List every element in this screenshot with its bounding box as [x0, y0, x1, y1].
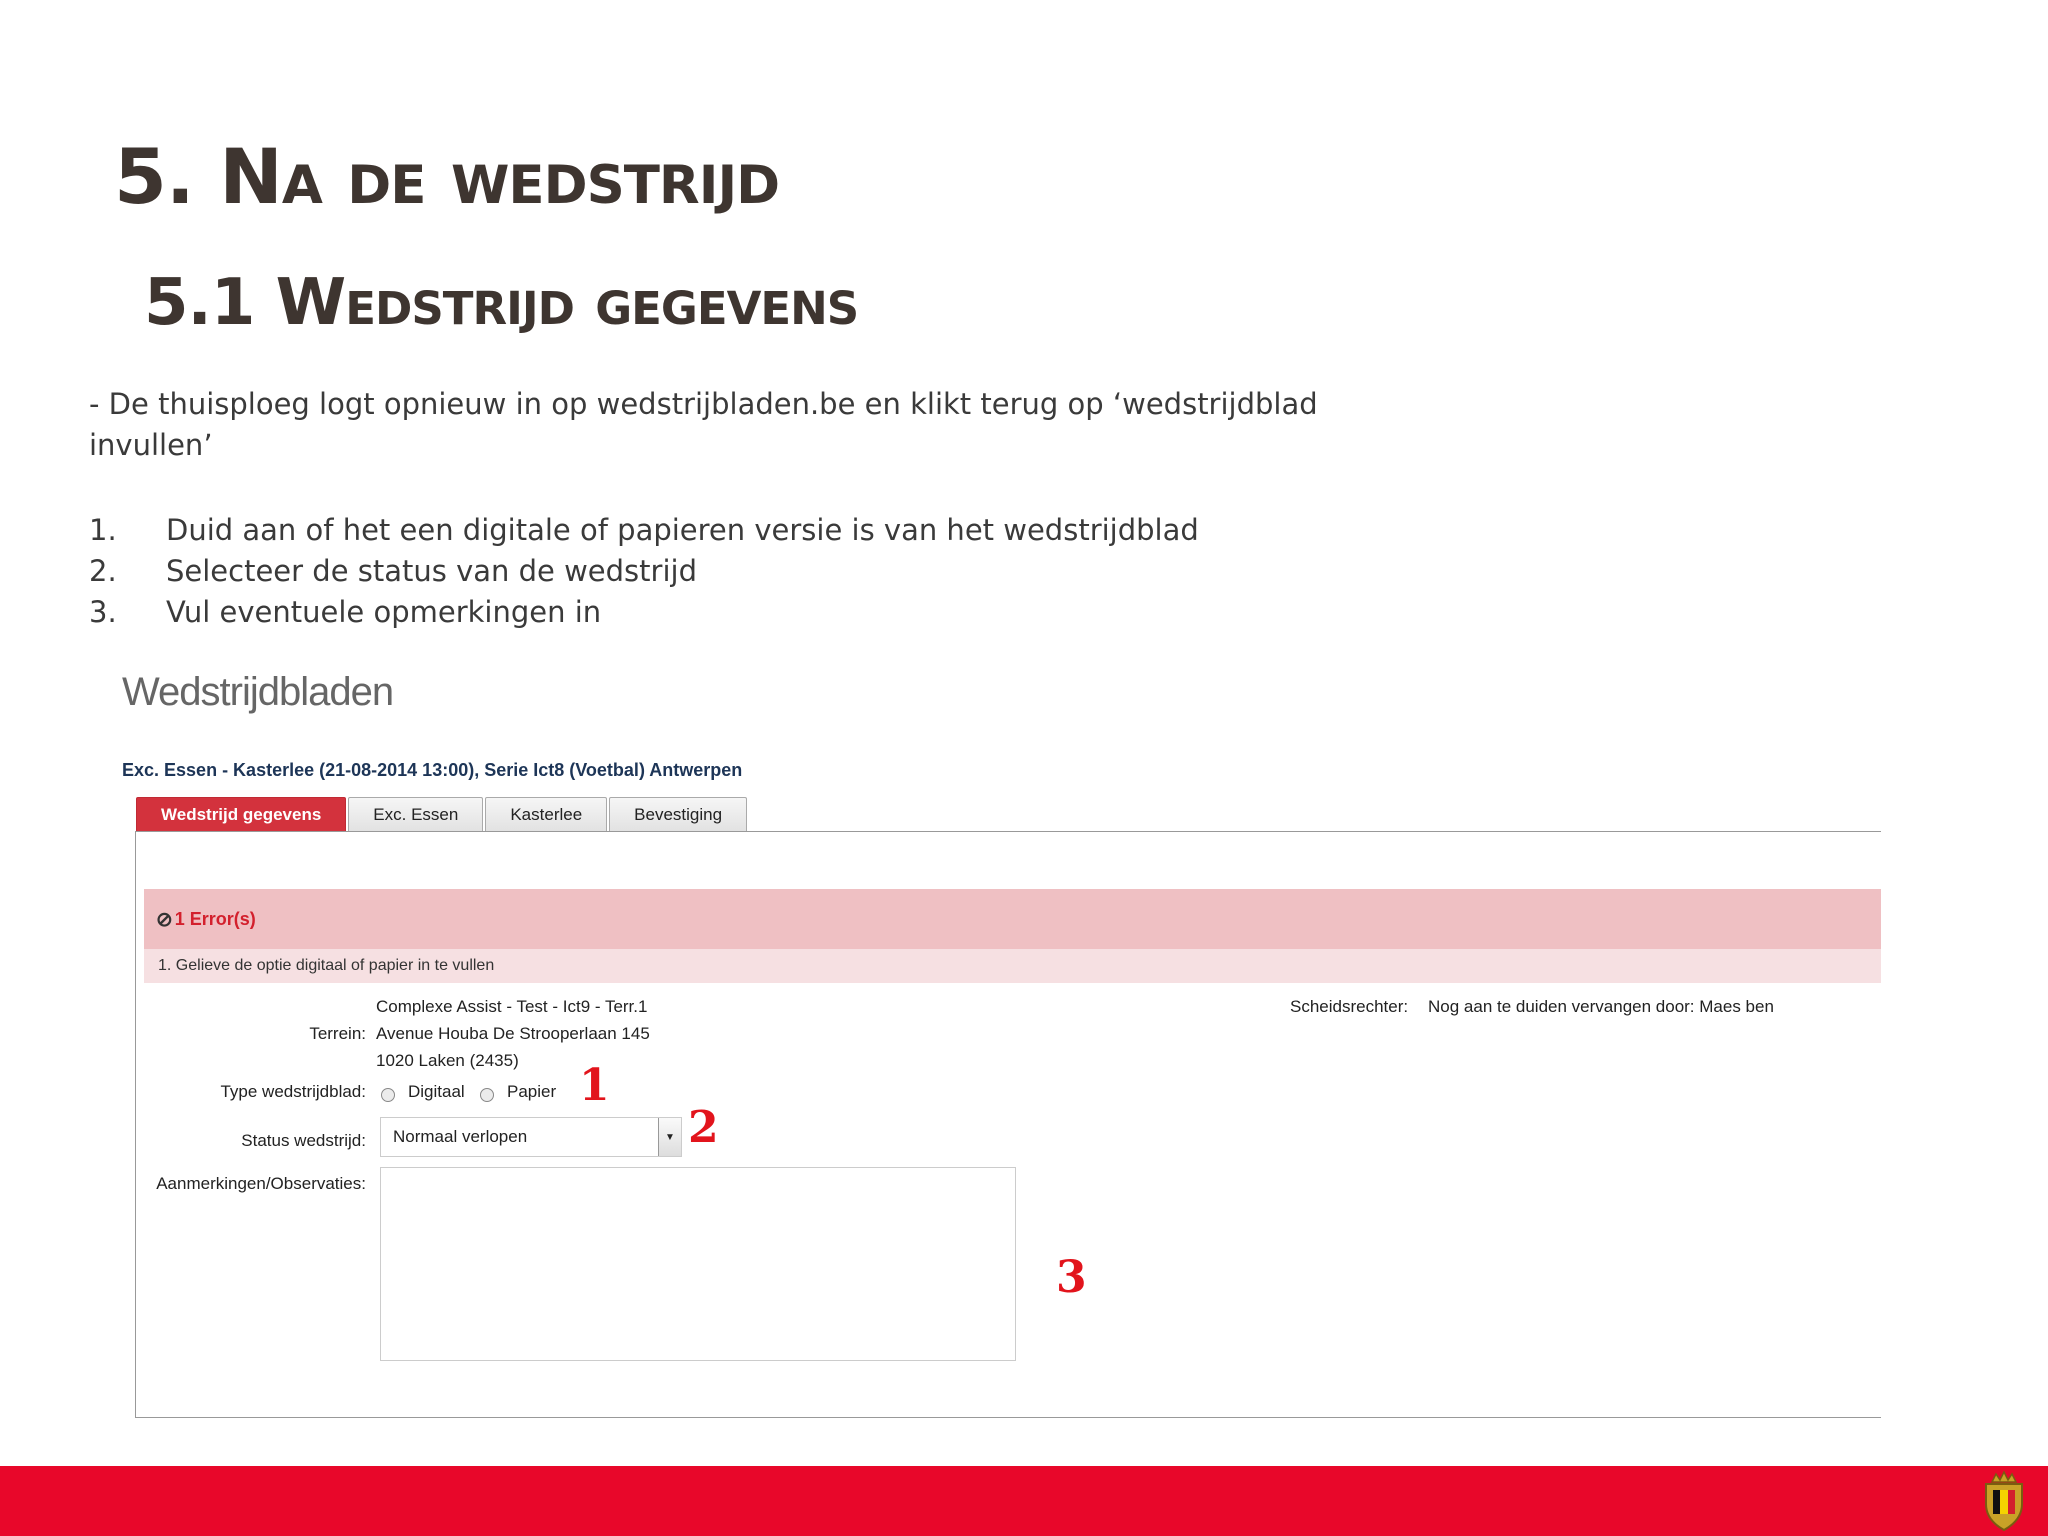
type-label: Type wedstrijdblad: [220, 1082, 366, 1101]
slide-title: 5. Na de wedstrijd [114, 132, 780, 221]
remarks-label: Aanmerkingen/Observaties: [156, 1174, 366, 1193]
slide-subtitle: 5.1 Wedstrijd gegevens [144, 266, 859, 340]
tab-wedstrijd-gegevens[interactable]: Wedstrijd gegevens [136, 797, 346, 831]
referee-label: Scheidsrechter: [1290, 997, 1409, 1016]
tab-bar [136, 797, 749, 831]
status-select[interactable] [380, 1117, 682, 1157]
step-number: 3. [89, 595, 117, 629]
step-number: 2. [89, 554, 117, 588]
error-title: 1 Error(s) [174, 908, 256, 929]
step-text: Duid aan of het een digitale of papieren versie is van het wedstrijdblad [166, 513, 1199, 547]
marker-2: 2 [688, 1102, 719, 1153]
list-item [89, 551, 1199, 592]
intro-text: - De thuisploeg logt opnieuw in op wedstrijbladen.be en klikt terug op ‘wedstrijdblad invullen’ [89, 387, 1318, 462]
referee-value: Nog aan te duiden vervangen door: Maes ben [1428, 997, 1774, 1016]
status-selected-value: Normaal verlopen [393, 1127, 528, 1146]
steps-list [89, 510, 1199, 633]
list-item [89, 510, 1199, 551]
status-label: Status wedstrijd: [241, 1131, 366, 1150]
app-heading: Wedstrijdbladen [122, 670, 394, 714]
marker-1: 1 [579, 1060, 610, 1111]
tab-kasterlee[interactable]: Kasterlee [485, 797, 607, 831]
chevron-down-icon[interactable]: ▼ [658, 1118, 681, 1156]
marker-3: 3 [1056, 1252, 1087, 1303]
papier-radio[interactable] [480, 1088, 494, 1102]
terrain-line-1: Complexe Assist - Test - Ict9 - Terr.1 [376, 997, 648, 1016]
digitaal-radio[interactable] [381, 1088, 395, 1102]
terrain-line-2: Avenue Houba De Strooperlaan 145 [376, 1024, 650, 1043]
step-text: Vul eventuele opmerkingen in [166, 595, 602, 629]
footer-bar [0, 1466, 2048, 1536]
step-text: Selecteer de status van de wedstrijd [166, 554, 697, 588]
step-number: 1. [89, 513, 117, 547]
tab-exc-essen[interactable]: Exc. Essen [348, 797, 483, 831]
crest-icon [1978, 1470, 2030, 1532]
remarks-textarea[interactable] [380, 1167, 1016, 1361]
block-icon: ⊘ [156, 908, 173, 931]
match-info: Exc. Essen - Kasterlee (21-08-2014 13:00), Serie Ict8 (Voetbal) Antwerpen [122, 760, 743, 780]
list-item [89, 592, 1199, 633]
tab-panel [135, 831, 1881, 1418]
error-header [144, 889, 1881, 949]
terrain-line-3: 1020 Laken (2435) [376, 1051, 519, 1070]
terrain-label: Terrein: [309, 1024, 366, 1043]
error-message: 1. Gelieve de optie digitaal of papier in te vullen [144, 949, 1881, 983]
digitaal-option-label: Digitaal [408, 1082, 465, 1101]
app-screenshot [89, 660, 1881, 1450]
tab-bevestiging[interactable]: Bevestiging [609, 797, 747, 831]
papier-option-label: Papier [507, 1082, 557, 1101]
